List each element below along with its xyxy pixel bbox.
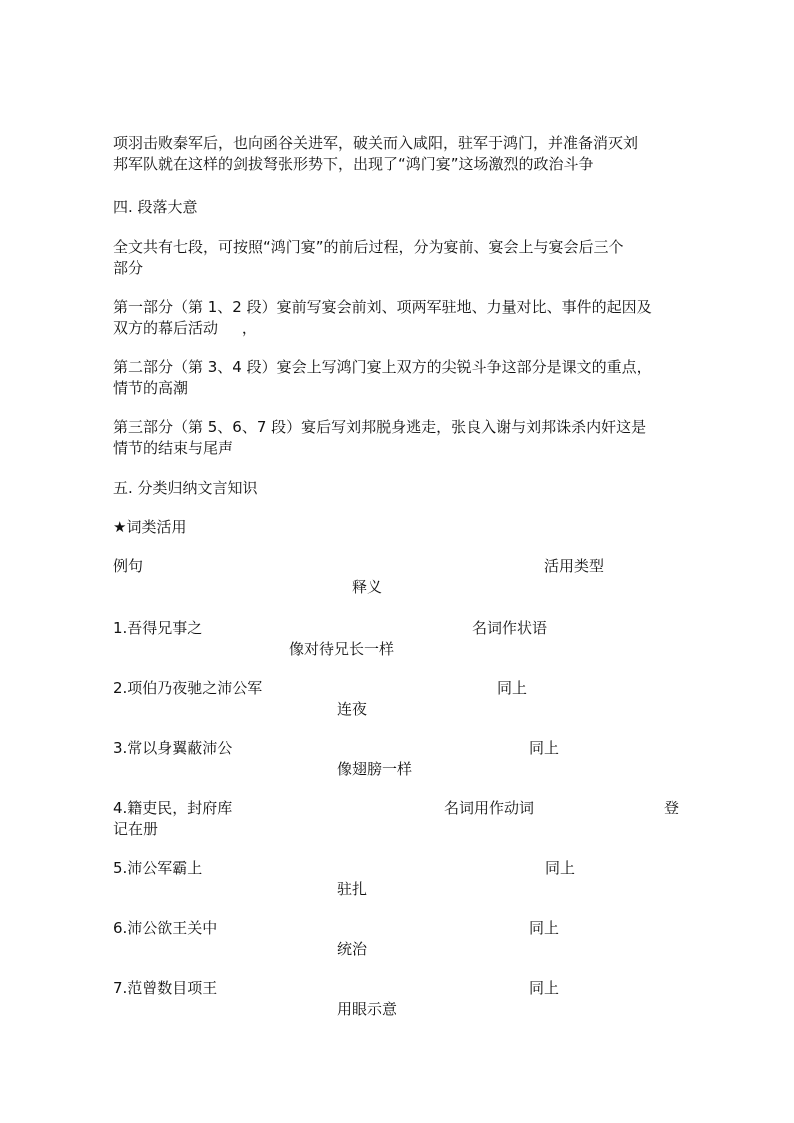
row-example: 4.籍吏民，封府库 — [113, 799, 233, 817]
row-meaning: 用眼示意 — [337, 1000, 398, 1018]
intro-line-1: 项羽击败秦军后，也向函谷关进军，破关而入咸阳，驻军于鸿门，并准备消灭刘 — [113, 134, 639, 152]
row-type: 同上 — [529, 739, 560, 757]
part-2-line-1: 第二部分（第 3、4 段）宴会上写鸿门宴上双方的尖锐斗争这部分是课文的重点， — [113, 358, 652, 376]
part-2-paragraph — [113, 357, 683, 399]
part-3-line-2: 情节的结束与尾声 — [113, 439, 234, 457]
row-type: 同上 — [529, 979, 560, 997]
row-meaning: 像翅膀一样 — [337, 760, 413, 778]
row-type: 名词用作动词 — [444, 799, 535, 817]
section-5-heading: 五. 分类归纳文言知识 — [113, 479, 258, 497]
overview-line-2: 部分 — [113, 259, 144, 277]
row-meaning-part-1: 登 — [664, 799, 680, 817]
part-1-line-2: 双方的幕后活动 ， — [113, 319, 257, 337]
header-meaning: 释义 — [352, 578, 383, 596]
header-example: 例句 — [113, 557, 144, 575]
row-meaning: 像对待兄长一样 — [289, 640, 395, 658]
row-meaning: 连夜 — [337, 700, 368, 718]
part-3-line-1: 第三部分（第 5、6、7 段）宴后写刘邦脱身逃走，张良入谢与刘邦诛杀内奸这是 — [113, 418, 647, 436]
intro-line-2: 邦军队就在这样的剑拔弩张形势下，出现了“鸿门宴”这场激烈的政治斗争 — [113, 155, 594, 173]
row-example: 7.范曾数目项王 — [113, 979, 218, 997]
word-class-subheading: ★词类活用 — [113, 518, 187, 536]
overview-line-1: 全文共有七段，可按照“鸿门宴”的前后过程，分为宴前、宴会上与宴会后三个 — [113, 238, 624, 256]
row-type: 同上 — [529, 919, 560, 937]
row-example: 1.吾得兄事之 — [113, 619, 203, 637]
row-meaning: 驻扎 — [337, 880, 368, 898]
row-example: 3.常以身翼蔽沛公 — [113, 739, 233, 757]
part-2-line-2: 情节的高潮 — [113, 379, 189, 397]
overview-paragraph — [113, 237, 683, 279]
part-1-line-1: 第一部分（第 1、2 段）宴前写宴会前刘、项两军驻地、力量对比、事件的起因及 — [113, 298, 652, 316]
row-example: 2.项伯乃夜驰之沛公军 — [113, 679, 263, 697]
row-type: 同上 — [497, 679, 528, 697]
part-1-paragraph — [113, 297, 683, 339]
row-type: 名词作状语 — [472, 619, 548, 637]
section-4-heading: 四. 段落大意 — [113, 198, 198, 216]
row-type: 同上 — [545, 859, 576, 877]
row-example: 5.沛公军霸上 — [113, 859, 203, 877]
part-3-paragraph — [113, 417, 683, 459]
row-example: 6.沛公欲王关中 — [113, 919, 218, 937]
row-meaning-part-2: 记在册 — [113, 820, 159, 838]
intro-paragraph — [113, 133, 683, 175]
row-meaning: 统治 — [337, 940, 368, 958]
header-type: 活用类型 — [544, 557, 605, 575]
